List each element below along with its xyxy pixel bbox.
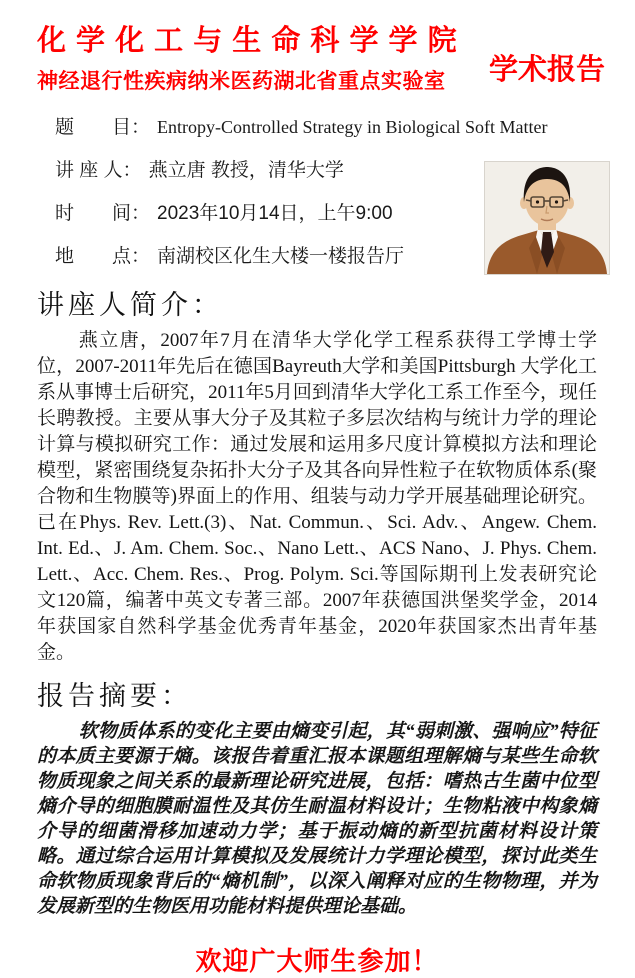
location-label: 地 点： — [55, 246, 151, 267]
bio-heading: 讲座人简介： — [37, 290, 223, 320]
speaker-portrait-illustration — [485, 162, 609, 274]
location-value: 南湖校区化生大楼一楼报告厅 — [157, 246, 405, 267]
bio-section — [37, 289, 597, 666]
eye-left — [536, 200, 539, 203]
topic-value: Entropy-Controlled Strategy in Biological Soft Matter — [157, 117, 548, 137]
eye-right — [555, 200, 558, 203]
header — [37, 24, 605, 94]
time-value: 2023年10月14日，上午9:00 — [157, 203, 393, 224]
speaker-label: 讲 座 人： — [55, 160, 142, 181]
topic-label: 题 目： — [55, 117, 151, 138]
speaker-value: 燕立唐 教授，清华大学 — [148, 160, 344, 181]
department-title: 化 学 化 工 与 生 命 科 学 学 院 — [37, 25, 458, 57]
bio-paragraph: 燕立唐，2007年7月在清华大学化学工程系获得工学博士学位，2007-2011年先后在德国Bayreuth大学和美国Pittsburgh 大学化工系从事博士后研究，2011年5月回到清华大学化工系工作至今，现任长聘教授。主要从事大分子及其粒子多层次结构与统计力学的理论计算与模拟研究工作：通过发展和运用多尺度计算模拟方法和理论模型，紧密围绕复杂拓扑大分子及其各向异性粒子在软物质体系(聚合物和生物膜等)界面上的作用、组装与动力学开展基础理论研究。已在Phys. Rev. Lett.(3)、Nat. Commun.、Sci. Adv.、Angew. Chem. Int. Ed.、J. Am. Chem. Soc.、Nano Lett.、ACS Nano、J. Phys. Chem. Lett.、Acc. Chem. Res.、Prog. Polym. Sci.等国际期刊上发表研究论文120篇，编著中英文专著三部。2007年获德国洪堡奖学金，2014年获国家自然科学基金优秀青年基金，2020年获国家杰出青年基金。 — [37, 330, 597, 663]
abstract-section — [37, 680, 597, 919]
welcome-message: 欢迎广大师生参加！ — [195, 946, 439, 976]
time-label: 时 间： — [55, 203, 151, 224]
info-section — [37, 117, 597, 267]
info-row-topic — [37, 117, 597, 138]
abstract-paragraph: 软物质体系的变化主要由熵变引起，其“弱刺激、强响应”特征的本质主要源于熵。该报告着重汇报本课题组理解熵与某些生命软物质现象之间关系的最新理论研究进展，包括：嗜热古生菌中位型熵介导的细胞膜耐温性及其仿生耐温材料设计；生物粘液中构象熵介导的细菌滑移加速动力学；基于振动熵的新型抗菌材料设计策略。通过综合运用计算模拟及发展统计力学理论模型，探讨此类生命软物质现象背后的“熵机制”，以深入阐释对应的生物物理，并为发展新型的生物医用功能材料提供理论基础。 — [37, 721, 597, 917]
lab-title: 神经退行性疾病纳米医药湖北省重点实验室 — [37, 70, 446, 93]
seminar-badge: 学术报告 — [488, 54, 605, 86]
footer — [37, 941, 597, 978]
speaker-photo — [484, 161, 610, 275]
abstract-heading: 报告摘要： — [37, 681, 192, 711]
